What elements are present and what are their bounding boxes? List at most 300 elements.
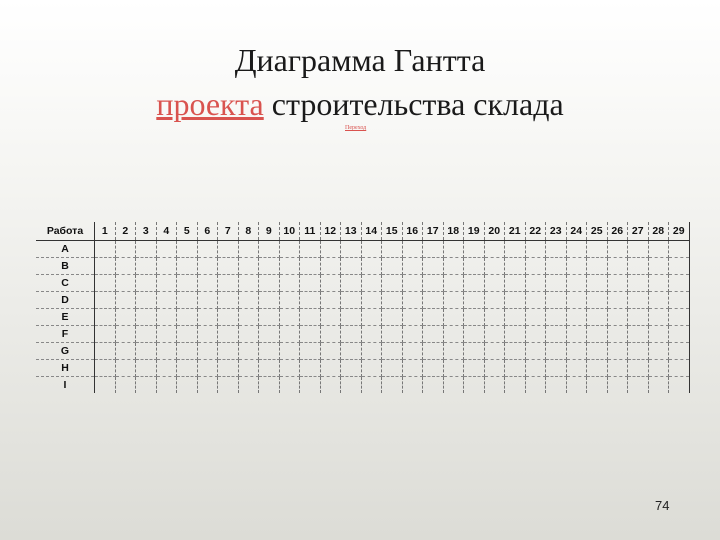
page-number: 74 — [655, 498, 670, 513]
gantt-cell — [197, 275, 218, 292]
gantt-cell — [546, 326, 567, 343]
gantt-cell — [136, 343, 157, 360]
day-header: 10 — [279, 222, 300, 241]
gantt-cell — [464, 377, 485, 394]
gantt-cell — [218, 309, 239, 326]
gantt-cell — [95, 326, 116, 343]
gantt-cell — [628, 292, 649, 309]
gantt-cell — [382, 360, 403, 377]
gantt-cell — [587, 309, 608, 326]
gantt-cell — [361, 258, 382, 275]
gantt-cell — [587, 326, 608, 343]
gantt-cell — [382, 275, 403, 292]
gantt-cell — [361, 377, 382, 394]
gantt-cell — [402, 309, 423, 326]
day-header: 23 — [546, 222, 567, 241]
gantt-cell — [95, 241, 116, 258]
gantt-cell — [95, 275, 116, 292]
gantt-cell — [279, 309, 300, 326]
gantt-cell — [156, 292, 177, 309]
gantt-cell — [177, 377, 198, 394]
gantt-cell — [197, 360, 218, 377]
gantt-cell — [300, 275, 321, 292]
task-label: G — [36, 343, 95, 360]
gantt-cell — [279, 343, 300, 360]
gantt-cell — [238, 258, 259, 275]
day-header: 14 — [361, 222, 382, 241]
day-header: 5 — [177, 222, 198, 241]
gantt-cell — [607, 275, 628, 292]
gantt-cell — [464, 241, 485, 258]
gantt-cell — [484, 326, 505, 343]
day-header: 21 — [505, 222, 526, 241]
gantt-cell — [669, 343, 690, 360]
gantt-cell — [238, 343, 259, 360]
gantt-cell — [484, 377, 505, 394]
gantt-cell — [382, 241, 403, 258]
gantt-cell — [443, 275, 464, 292]
gantt-cell — [320, 309, 341, 326]
gantt-cell — [259, 241, 280, 258]
gantt-cell — [566, 292, 587, 309]
gantt-cell — [136, 241, 157, 258]
gantt-cell — [607, 377, 628, 394]
gantt-table — [36, 222, 690, 393]
gantt-cell — [115, 309, 136, 326]
gantt-cell — [341, 343, 362, 360]
gantt-cell — [484, 343, 505, 360]
gantt-cell — [300, 377, 321, 394]
gantt-cell — [628, 241, 649, 258]
task-label: F — [36, 326, 95, 343]
gantt-cell — [218, 326, 239, 343]
gantt-cell — [341, 275, 362, 292]
gantt-cell — [607, 309, 628, 326]
gantt-cell — [259, 360, 280, 377]
gantt-cell — [320, 326, 341, 343]
task-row — [36, 377, 689, 394]
gantt-cell — [525, 343, 546, 360]
gantt-cell — [443, 343, 464, 360]
gantt-cell — [156, 241, 177, 258]
day-header: 3 — [136, 222, 157, 241]
gantt-cell — [587, 241, 608, 258]
gantt-cell — [587, 343, 608, 360]
gantt-cell — [156, 275, 177, 292]
gantt-cell — [320, 377, 341, 394]
task-row — [36, 309, 689, 326]
gantt-cell — [218, 241, 239, 258]
gantt-cell — [218, 292, 239, 309]
gantt-cell — [464, 326, 485, 343]
day-header: 22 — [525, 222, 546, 241]
day-header: 24 — [566, 222, 587, 241]
gantt-cell — [464, 343, 485, 360]
gantt-cell — [300, 326, 321, 343]
gantt-cell — [566, 309, 587, 326]
task-label: A — [36, 241, 95, 258]
gantt-cell — [669, 292, 690, 309]
title-project-link[interactable]: проекта — [156, 86, 264, 122]
gantt-cell — [238, 309, 259, 326]
gantt-cell — [628, 258, 649, 275]
gantt-cell — [95, 292, 116, 309]
gantt-cell — [669, 309, 690, 326]
task-label: C — [36, 275, 95, 292]
gantt-cell — [443, 360, 464, 377]
gantt-cell — [115, 258, 136, 275]
gantt-cell — [423, 275, 444, 292]
gantt-cell — [279, 258, 300, 275]
task-row — [36, 292, 689, 309]
task-label: H — [36, 360, 95, 377]
gantt-cell — [546, 343, 567, 360]
gantt-cell — [382, 309, 403, 326]
gantt-cell — [238, 360, 259, 377]
gantt-cell — [505, 241, 526, 258]
gantt-cell — [197, 309, 218, 326]
gantt-cell — [402, 343, 423, 360]
gantt-cell — [648, 326, 669, 343]
gantt-cell — [156, 326, 177, 343]
task-label: D — [36, 292, 95, 309]
gantt-cell — [382, 377, 403, 394]
gantt-cell — [259, 343, 280, 360]
gantt-cell — [279, 360, 300, 377]
gantt-cell — [423, 292, 444, 309]
task-label: I — [36, 377, 95, 394]
gantt-cell — [546, 292, 567, 309]
gantt-cell — [402, 360, 423, 377]
gantt-cell — [361, 292, 382, 309]
gantt-cell — [279, 241, 300, 258]
gantt-cell — [505, 377, 526, 394]
gantt-cell — [177, 275, 198, 292]
gantt-cell — [320, 275, 341, 292]
day-header: 27 — [628, 222, 649, 241]
gantt-cell — [628, 326, 649, 343]
gantt-header-row — [36, 222, 689, 241]
gantt-cell — [525, 258, 546, 275]
gantt-cell — [402, 292, 423, 309]
gantt-cell — [505, 326, 526, 343]
day-header: 11 — [300, 222, 321, 241]
gantt-cell — [484, 258, 505, 275]
gantt-cell — [464, 360, 485, 377]
gantt-cell — [607, 292, 628, 309]
gantt-cell — [669, 326, 690, 343]
gantt-cell — [628, 377, 649, 394]
day-header: 25 — [587, 222, 608, 241]
gantt-cell — [156, 258, 177, 275]
gantt-cell — [505, 275, 526, 292]
gantt-cell — [341, 326, 362, 343]
gantt-cell — [525, 292, 546, 309]
gantt-cell — [648, 360, 669, 377]
gantt-cell — [669, 241, 690, 258]
gantt-cell — [607, 360, 628, 377]
gantt-cell — [238, 275, 259, 292]
gantt-cell — [382, 292, 403, 309]
day-header: 29 — [669, 222, 690, 241]
gantt-cell — [587, 360, 608, 377]
gantt-cell — [136, 377, 157, 394]
navigation-link[interactable]: Переход — [345, 125, 367, 131]
gantt-cell — [238, 326, 259, 343]
gantt-cell — [648, 241, 669, 258]
gantt-cell — [607, 326, 628, 343]
gantt-cell — [382, 326, 403, 343]
gantt-cell — [443, 326, 464, 343]
gantt-cell — [464, 275, 485, 292]
gantt-cell — [95, 258, 116, 275]
gantt-cell — [423, 241, 444, 258]
gantt-cell — [669, 258, 690, 275]
gantt-cell — [300, 343, 321, 360]
gantt-cell — [628, 309, 649, 326]
gantt-cell — [505, 309, 526, 326]
gantt-cell — [218, 275, 239, 292]
gantt-cell — [218, 343, 239, 360]
gantt-cell — [525, 360, 546, 377]
gantt-cell — [320, 258, 341, 275]
gantt-cell — [341, 309, 362, 326]
gantt-cell — [320, 241, 341, 258]
gantt-cell — [218, 377, 239, 394]
task-label: B — [36, 258, 95, 275]
gantt-cell — [156, 360, 177, 377]
gantt-cell — [95, 343, 116, 360]
gantt-cell — [320, 360, 341, 377]
gantt-cell — [197, 377, 218, 394]
gantt-cell — [177, 343, 198, 360]
title-line-2-rest: строительства склада — [263, 86, 564, 122]
gantt-cell — [218, 258, 239, 275]
day-header: 20 — [484, 222, 505, 241]
work-column-header: Работа — [36, 222, 95, 241]
gantt-cell — [566, 360, 587, 377]
gantt-cell — [259, 258, 280, 275]
gantt-cell — [177, 241, 198, 258]
gantt-cell — [259, 377, 280, 394]
gantt-cell — [402, 326, 423, 343]
gantt-cell — [566, 326, 587, 343]
task-row — [36, 343, 689, 360]
gantt-cell — [136, 292, 157, 309]
gantt-cell — [607, 241, 628, 258]
gantt-cell — [136, 275, 157, 292]
gantt-cell — [443, 377, 464, 394]
gantt-cell — [669, 275, 690, 292]
gantt-cell — [525, 275, 546, 292]
gantt-cell — [566, 258, 587, 275]
gantt-cell — [648, 292, 669, 309]
gantt-cell — [115, 360, 136, 377]
gantt-cell — [279, 326, 300, 343]
gantt-cell — [177, 309, 198, 326]
gantt-cell — [136, 360, 157, 377]
gantt-cell — [300, 309, 321, 326]
task-row — [36, 275, 689, 292]
task-row — [36, 241, 689, 258]
day-header: 17 — [423, 222, 444, 241]
gantt-cell — [156, 343, 177, 360]
day-header: 1 — [95, 222, 116, 241]
gantt-cell — [402, 241, 423, 258]
gantt-cell — [136, 309, 157, 326]
gantt-cell — [402, 258, 423, 275]
gantt-cell — [300, 292, 321, 309]
gantt-cell — [484, 275, 505, 292]
gantt-cell — [95, 360, 116, 377]
gantt-cell — [177, 258, 198, 275]
gantt-cell — [300, 360, 321, 377]
gantt-cell — [587, 258, 608, 275]
gantt-cell — [648, 275, 669, 292]
gantt-cell — [259, 292, 280, 309]
day-header: 19 — [464, 222, 485, 241]
gantt-cell — [259, 326, 280, 343]
day-header: 18 — [443, 222, 464, 241]
gantt-cell — [505, 292, 526, 309]
gantt-cell — [238, 241, 259, 258]
gantt-cell — [95, 309, 116, 326]
gantt-cell — [607, 343, 628, 360]
task-row — [36, 326, 689, 343]
gantt-cell — [484, 241, 505, 258]
gantt-cell — [320, 292, 341, 309]
gantt-cell — [177, 360, 198, 377]
gantt-cell — [628, 343, 649, 360]
gantt-cell — [607, 258, 628, 275]
day-header: 7 — [218, 222, 239, 241]
gantt-cell — [136, 258, 157, 275]
gantt-cell — [628, 275, 649, 292]
gantt-cell — [238, 377, 259, 394]
gantt-cell — [566, 241, 587, 258]
gantt-cell — [197, 258, 218, 275]
gantt-cell — [566, 275, 587, 292]
slide-title — [0, 38, 720, 126]
title-line-2 — [0, 82, 720, 126]
gantt-body — [36, 241, 689, 394]
gantt-cell — [546, 275, 567, 292]
gantt-cell — [156, 309, 177, 326]
gantt-cell — [197, 343, 218, 360]
day-header: 16 — [402, 222, 423, 241]
gantt-cell — [669, 377, 690, 394]
gantt-cell — [423, 309, 444, 326]
gantt-cell — [361, 275, 382, 292]
gantt-cell — [648, 309, 669, 326]
gantt-cell — [423, 343, 444, 360]
gantt-cell — [587, 377, 608, 394]
gantt-cell — [115, 343, 136, 360]
gantt-cell — [546, 258, 567, 275]
day-header: 15 — [382, 222, 403, 241]
day-header: 26 — [607, 222, 628, 241]
gantt-cell — [279, 292, 300, 309]
gantt-cell — [197, 292, 218, 309]
gantt-cell — [423, 360, 444, 377]
day-header: 28 — [648, 222, 669, 241]
gantt-cell — [177, 326, 198, 343]
gantt-cell — [361, 343, 382, 360]
gantt-cell — [546, 377, 567, 394]
gantt-cell — [484, 360, 505, 377]
gantt-cell — [177, 292, 198, 309]
day-header: 4 — [156, 222, 177, 241]
gantt-cell — [95, 377, 116, 394]
gantt-cell — [566, 343, 587, 360]
task-row — [36, 258, 689, 275]
gantt-cell — [382, 343, 403, 360]
gantt-cell — [300, 258, 321, 275]
gantt-cell — [423, 326, 444, 343]
gantt-cell — [484, 309, 505, 326]
day-header: 2 — [115, 222, 136, 241]
gantt-cell — [628, 360, 649, 377]
gantt-cell — [402, 377, 423, 394]
gantt-cell — [341, 241, 362, 258]
gantt-cell — [566, 377, 587, 394]
gantt-cell — [505, 343, 526, 360]
gantt-cell — [525, 326, 546, 343]
gantt-cell — [587, 292, 608, 309]
gantt-cell — [115, 241, 136, 258]
gantt-cell — [341, 258, 362, 275]
gantt-cell — [341, 360, 362, 377]
gantt-cell — [259, 309, 280, 326]
gantt-cell — [423, 258, 444, 275]
gantt-cell — [525, 309, 546, 326]
gantt-cell — [546, 309, 567, 326]
day-header: 8 — [238, 222, 259, 241]
gantt-cell — [361, 309, 382, 326]
gantt-cell — [546, 241, 567, 258]
gantt-cell — [341, 377, 362, 394]
gantt-cell — [648, 377, 669, 394]
day-header: 6 — [197, 222, 218, 241]
gantt-cell — [197, 241, 218, 258]
gantt-cell — [443, 309, 464, 326]
gantt-cell — [546, 360, 567, 377]
gantt-cell — [464, 258, 485, 275]
gantt-cell — [505, 360, 526, 377]
gantt-cell — [341, 292, 362, 309]
gantt-cell — [423, 377, 444, 394]
gantt-cell — [218, 360, 239, 377]
gantt-cell — [197, 326, 218, 343]
gantt-cell — [238, 292, 259, 309]
gantt-cell — [587, 275, 608, 292]
gantt-cell — [382, 258, 403, 275]
gantt-cell — [443, 258, 464, 275]
gantt-cell — [259, 275, 280, 292]
gantt-cell — [484, 292, 505, 309]
gantt-cell — [115, 292, 136, 309]
task-row — [36, 360, 689, 377]
day-header: 13 — [341, 222, 362, 241]
gantt-cell — [361, 241, 382, 258]
gantt-cell — [320, 343, 341, 360]
day-header: 9 — [259, 222, 280, 241]
gantt-cell — [648, 343, 669, 360]
gantt-chart — [36, 222, 690, 393]
gantt-cell — [279, 275, 300, 292]
gantt-cell — [464, 292, 485, 309]
title-line-1: Диаграмма Гантта — [234, 42, 486, 78]
